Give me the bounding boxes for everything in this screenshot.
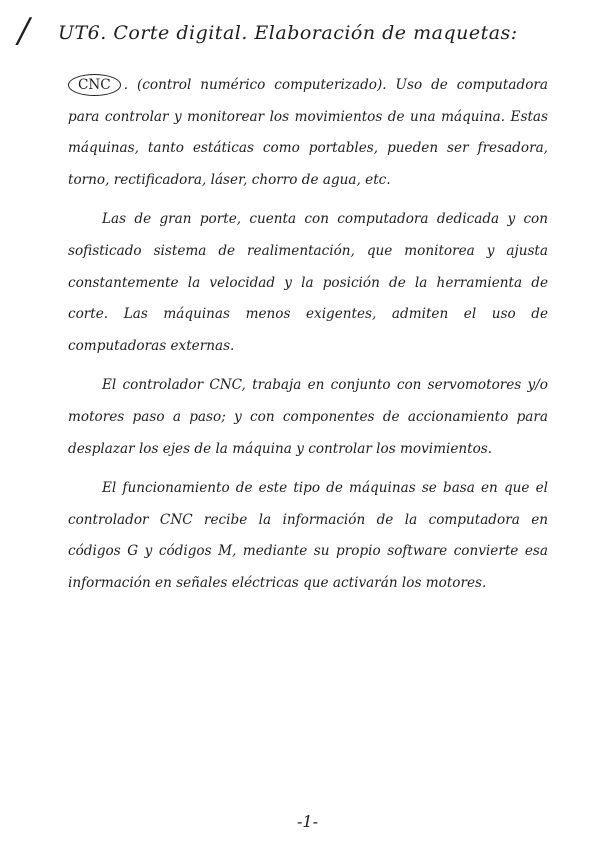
paragraph-4: El funcionamiento de este tipo de máquinas se basa en que el controlador CNC recibe la información de la computadora en códigos G y códigos M, mediante su propio software convierte esa información en señales eléctricas que activarán los motores.	[68, 480, 548, 591]
page-number: -1-	[297, 812, 318, 831]
handwritten-body	[68, 70, 548, 608]
margin-slash-mark: /	[18, 11, 30, 51]
paragraph-3: El controlador CNC, trabaja en conjunto con servomotores y/o motores paso a paso; y con componentes de accionamiento para desplazar los ejes de la máquina y controlar los movimientos.	[68, 377, 548, 457]
paragraph-1-text: . (control numérico computerizado). Uso de computadora para controlar y monitorear los movimientos de una máquina. Estas máquinas, tanto estáticas como portables, pueden ser fresadora, torno, rectificadora, láser, chorro de agua, etc.	[68, 77, 548, 188]
page-title: UT6. Corte digital. Elaboración de maquetas:	[58, 22, 518, 44]
circled-term: CNC	[68, 74, 121, 96]
paragraph-2: Las de gran porte, cuenta con computadora dedicada y con sofisticado sistema de realimentación, que monitorea y ajusta constantemente la velocidad y la posición de la herramienta de corte. Las máquinas menos exigentes, admiten el uso de computadoras externas.	[68, 211, 548, 354]
paragraph-1	[68, 70, 548, 196]
